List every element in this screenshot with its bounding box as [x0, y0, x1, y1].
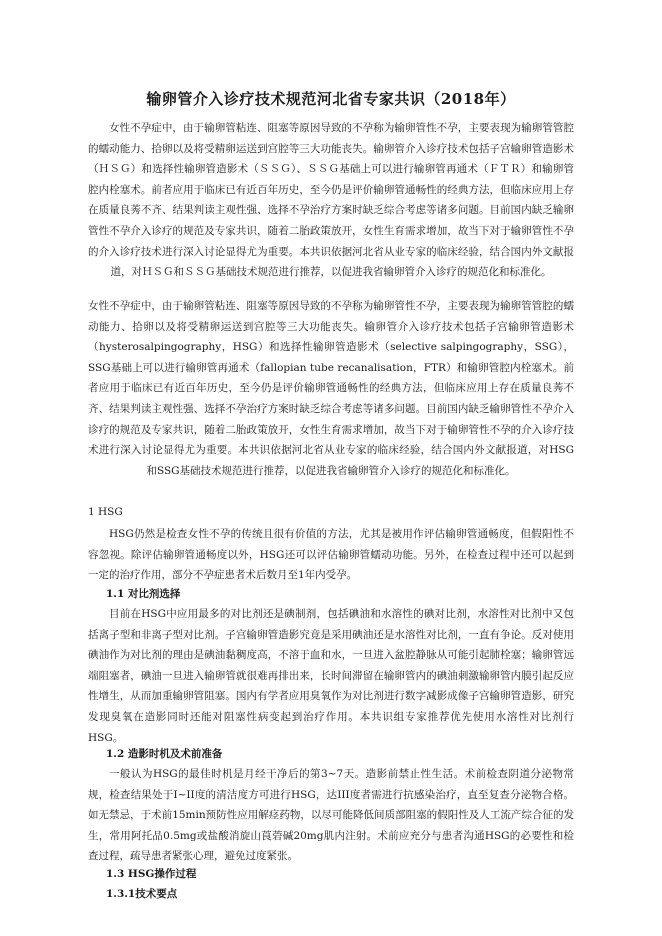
- section-heading-1: 1 HSG: [88, 506, 123, 518]
- section-1-paragraph: HSG仍然是检查女性不孕的传统且很有价值的方法，尤其是被用作评估输卵管通畅度，但假阳性不容忽视。除评估输卵管通畅度以外，HSG还可以评估输卵管蠕动功能。另外，在检查过程中还可以起到一定的治疗作用，部分不孕症患者术后数月至1年内受孕。: [88, 528, 574, 582]
- section-1-2-paragraph: 一般认为HSG的最佳时机是月经干净后的第3~7天。造影前禁止性生活。术前检查阴道分泌物常规，检查结果处于I~II度的清洁度方可进行HSG，达III度者需进行抗感染治疗，直至复查分泌物合格。如无禁忌，于术前15min预防性应用解痉药物，以尽可能降低间质部阻塞的假阳性及人工流产综合征的发生，常用阿托品0.5mg或盐酸消旋山莨菪碱20mg肌内注射。术前应充分与患者沟通HSG的必要性和检查过程，疏导患者紧张心理，避免过度紧张。: [88, 768, 574, 863]
- abstract-paragraph-cn: 女性不孕症中，由于输卵管粘连、阻塞等原因导致的不孕称为输卵管性不孕，主要表现为输卵管管腔的蠕动能力、拾卵以及将受精卵运送到宫腔等三大功能丧失。输卵管介入诊疗技术包括子宫输卵管造影术（ＨＳＧ）和选择性输卵管造影术（ＳＳＧ）、ＳＳＧ基础上可以进行输卵管再通术（ＦＴＲ）和输卵管腔内栓塞术。前者应用于临床已有近百年历史，至今仍是评价输卵管通畅性的经典方法，但临床应用上存在质量良莠不齐、结果判读主观性强、选择不孕治疗方案时缺乏综合考虑等诸多问题。目前国内缺乏输卵管性不孕介入诊疗的规范及专家共识，随着二胎政策放开，女性生育需求增加，故当下对于输卵管性不孕的介入诊疗技术进行深入讨论显得尤为重要。本共识依据河北省从业专家的临床经验，结合国内外文献报道，对ＨＳＧ和ＳＳＧ基础技术规范进行推荐，以促进我省输卵管介入诊疗的规范化和标准化。: [88, 122, 574, 279]
- section-heading-1-1: 1.1 对比剂选择: [106, 588, 181, 600]
- document-title: 输卵管介入诊疗技术规范河北省专家共识（2018年）: [146, 90, 516, 108]
- abstract-paragraph-en-terms: 女性不孕症中，由于输卵管粘连、阻塞等原因导致的不孕称为输卵管性不孕，主要表现为输卵管管腔的蠕动能力、拾卵以及将受精卵运送到宫腔等三大功能丧失。输卵管介入诊疗技术包括子宫输卵管造影术（hysterosalpingography，HSG）和选择性输卵管造影术（selective salpingography，SSG），SSG基础上可以进行输卵管再通术（fallopian tube recanalisation，FTR）和输卵管腔内栓塞术。前者应用于临床已有近百年历史，至今仍是评价输卵管通畅性的经典方法，但临床应用上存在质量良莠不齐、结果判读主观性强、选择不孕治疗方案时缺乏综合考虑等诸多问题。目前国内缺乏输卵管性不孕介入诊疗的规范及专家共识，随着二胎政策放开，女性生育需求增加，故当下对于输卵管性不孕的介入诊疗技术进行深入讨论显得尤为重要。本共识依据河北省从业专家的临床经验，结合国内外文献报道，对HSG和SSG基础技术规范进行推荐，以促进我省输卵管介入诊疗的规范化和标准化。: [88, 300, 574, 477]
- section-heading-1-3: 1.3 HSG操作过程: [106, 868, 197, 880]
- section-1-1-paragraph: 目前在HSG中应用最多的对比剂还是碘制剂，包括碘油和水溶性的碘对比剂，水溶性对比剂中又包括离子型和非离子型对比剂。子宫输卵管造影究竟是采用碘油还是水溶性对比剂，一直有争论。反对使用碘油作为对比剂的理由是碘油黏稠度高，不溶于血和水，一旦进入盆腔静脉从可能引起肺栓塞；输卵管远端阻塞者，碘油一旦进入输卵管就很难再排出来，长时间滞留在输卵管内的碘油刺激输卵管内膜引起反应性增生，从而加重输卵管阻塞。国内有学者应用臭氧作为对比剂进行数字减影成像子宫输卵管造影，研究发现臭氧在造影同时还能对阻塞性病变起到治疗作用。本共识组专家推荐优先使用水溶性对比剂行HSG。: [88, 608, 574, 744]
- section-heading-1-2: 1.2 造影时机及术前准备: [106, 748, 223, 760]
- section-heading-1-3-1: 1.3.1技术要点: [106, 888, 178, 900]
